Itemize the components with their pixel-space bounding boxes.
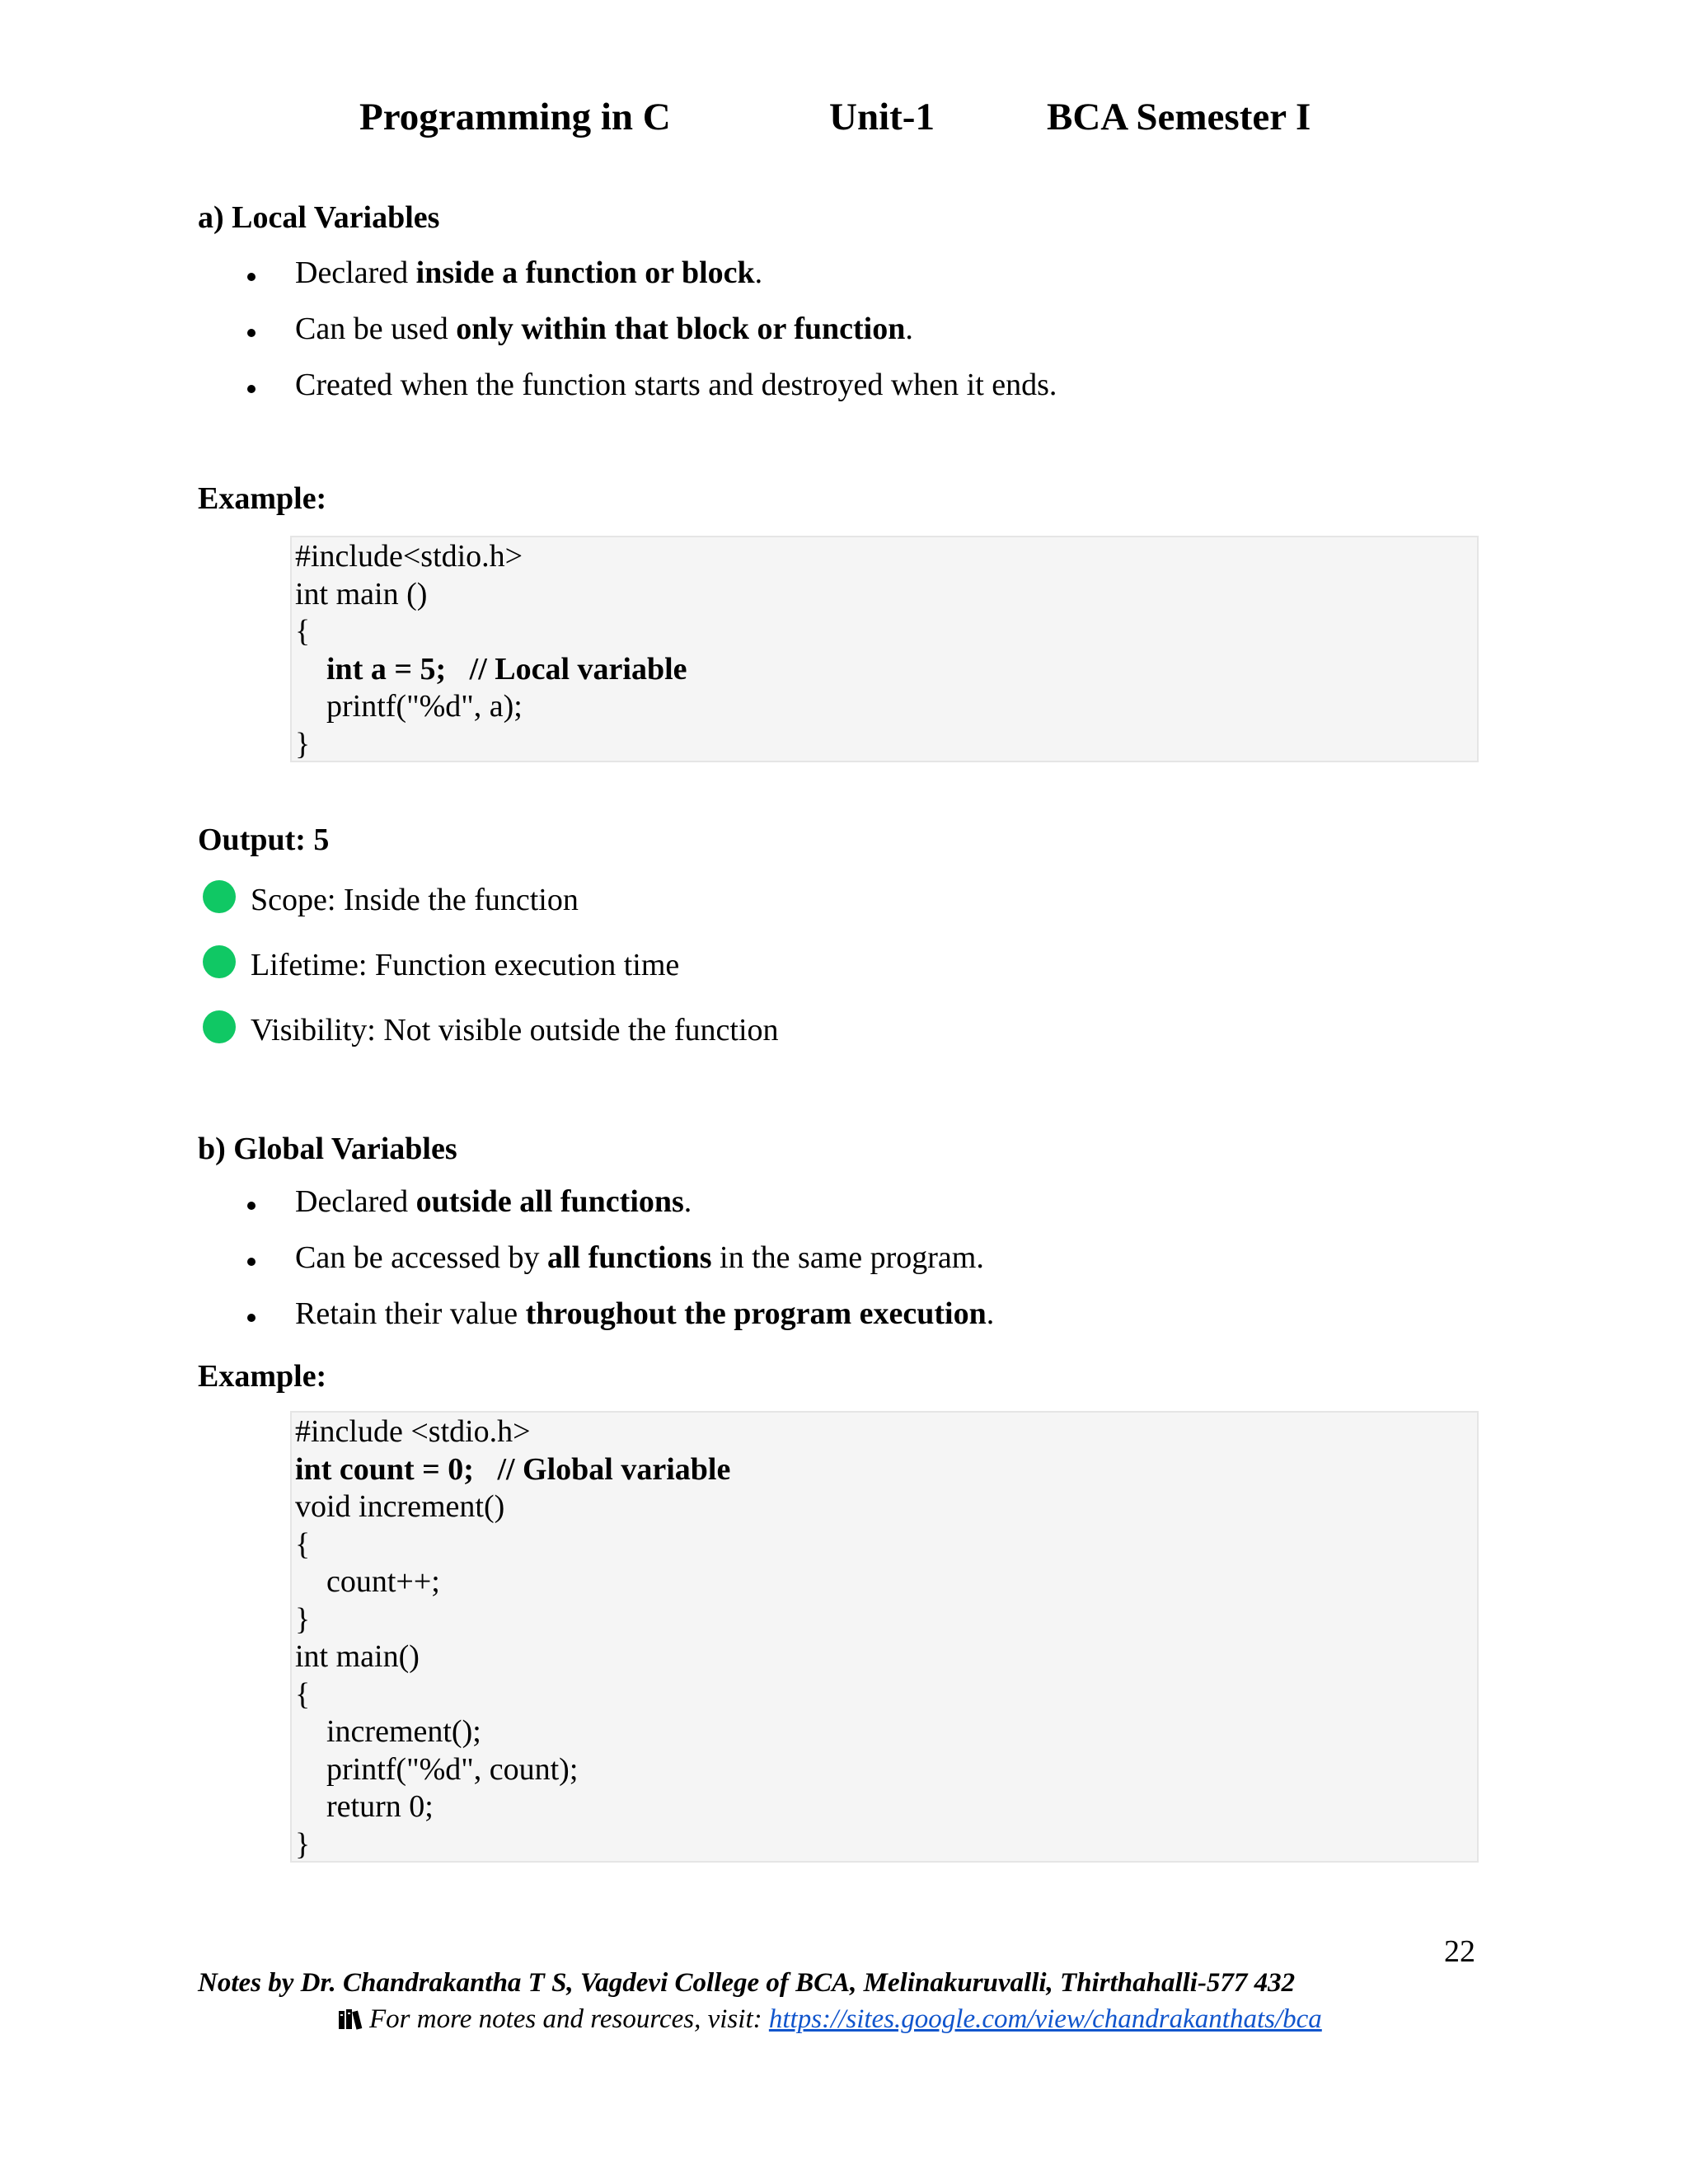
bullet-item [295,1240,984,1276]
code-line: } [295,1601,311,1637]
section-a-code-block [290,536,1479,762]
bullet-text: Created when the function starts and destroyed when it ends. [295,368,1057,402]
code-line: { [295,1676,311,1712]
bullet-emphasis: all functions [547,1240,712,1275]
code-line: } [295,726,311,762]
section-b-heading: b) Global Variables [198,1132,457,1166]
green-circle-icon [203,880,236,913]
code-line: #include <stdio.h> [295,1414,531,1449]
bullet-dot [247,329,256,337]
bullet-text: Retain their value [295,1296,526,1331]
bullet-dot [247,1314,256,1322]
code-line: printf("%d", count); [326,1751,579,1787]
bullet-text-end: . [986,1296,995,1331]
header-program: BCA Semester I [1047,96,1311,138]
bullet-text-end: . [905,312,913,346]
bullet-text: Can be accessed by [295,1240,547,1275]
bullet-emphasis: inside a function or block [415,255,755,290]
bullet-item [295,255,762,291]
code-line: } [295,1826,311,1862]
bullet-item [295,367,1057,403]
bullet-text: Can be used [295,312,457,346]
bullet-dot [247,1202,256,1210]
code-line: int main () [295,576,428,612]
bullet-text-end: in the same program. [711,1240,984,1275]
property-text: Visibility: Not visible outside the function [251,1013,779,1047]
bullet-emphasis: throughout the program execution [525,1296,987,1331]
code-line: count++; [326,1564,440,1599]
bullet-text: Declared [295,255,416,290]
bullet-text-end: . [683,1184,692,1219]
green-circle-icon [203,1010,236,1043]
bullet-emphasis: outside all functions [415,1184,684,1219]
property-text: Lifetime: Function execution time [251,948,680,982]
code-line: void increment() [295,1489,505,1524]
footer-credit: Notes by Dr. Chandrakantha T S, Vagdevi College of BCA, Melinakuruvalli, Thirthahalli-577 432 [198,1968,1296,1998]
footer-more-text: For more notes and resources, visit: [369,2004,769,2034]
bullet-text-end: . [754,255,763,290]
bullet-dot [247,273,256,281]
section-b-code-block [290,1411,1479,1863]
bullet-dot [247,1258,256,1266]
code-line: printf("%d", a); [326,689,523,724]
books-icon [338,2008,363,2038]
section-b-example-label: Example: [198,1359,327,1394]
bullet-item [295,1296,994,1332]
section-a-example-label: Example: [198,481,327,516]
code-line: return 0; [326,1789,434,1824]
header-course: Programming in C [359,96,671,138]
bullet-emphasis: only within that block or function [456,312,906,346]
code-line: int main() [295,1639,420,1674]
code-line: { [295,1526,311,1562]
page-number: 22 [1444,1934,1475,1969]
footer-resources [338,2004,1322,2038]
green-circle-icon [203,945,236,978]
bullet-item [295,1183,692,1220]
footer-link[interactable]: https://sites.google.com/view/chandrakanthats/bca [768,2004,1322,2034]
section-a-output: Output: 5 [198,823,330,857]
header-unit: Unit-1 [829,96,935,138]
code-line: increment(); [326,1714,481,1749]
code-line: #include<stdio.h> [295,539,523,574]
bullet-item [295,311,913,347]
bullet-text: Declared [295,1184,416,1219]
code-line: int count = 0; // Global variable [295,1451,731,1487]
bullet-dot [247,385,256,393]
section-a-heading: a) Local Variables [198,200,440,235]
code-line: int a = 5; // Local variable [326,651,687,687]
code-line: { [295,614,311,649]
property-text: Scope: Inside the function [251,883,579,917]
